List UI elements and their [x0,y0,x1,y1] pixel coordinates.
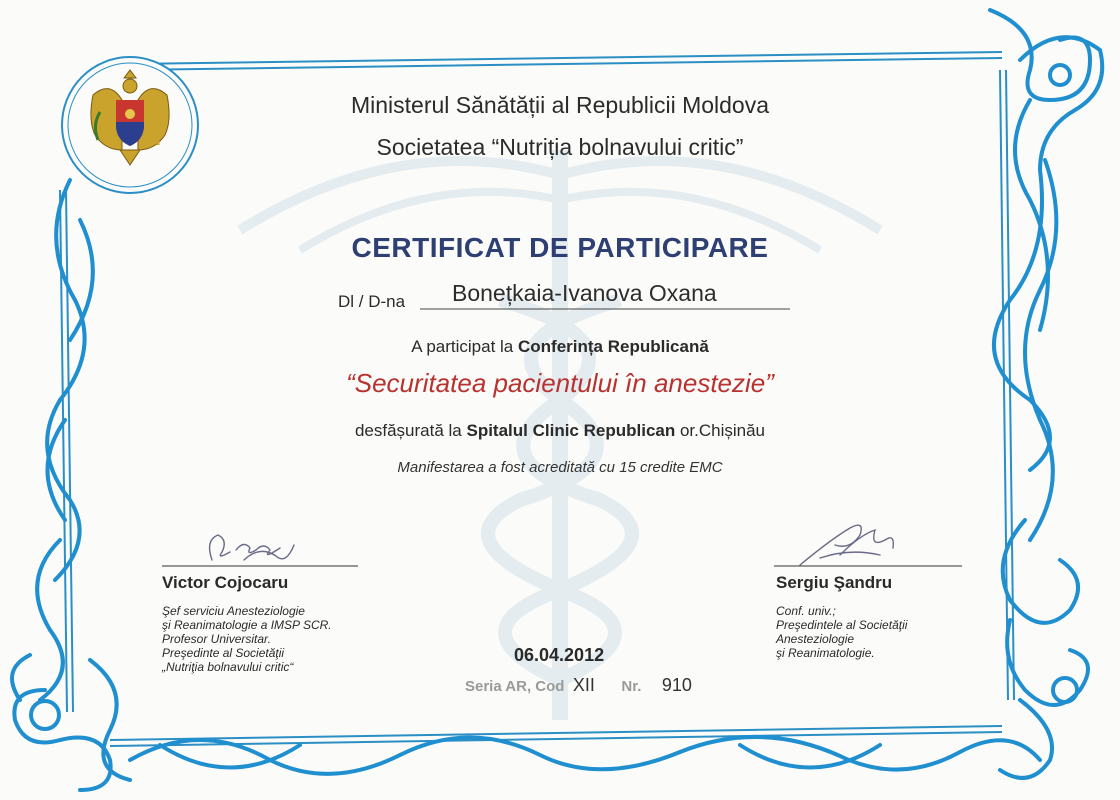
nr-value: 910 [661,675,692,695]
left-role-line: Profesor Universitar. [162,632,271,646]
society-header: Societatea “Nutriția bolnavului critic” [376,134,744,160]
series-label: Seria AR, Cod [465,678,565,695]
right-role-line: Anesteziologie [776,632,855,646]
left-role-line: şi Reanimatologie a IMSP SCR. [162,618,332,632]
code-value: XII [572,675,595,695]
right-role-line: Preşedintele al Societăţii [776,618,908,632]
right-signatory-name: Sergiu Şandru [776,573,893,592]
left-flourish-ornament [12,180,130,790]
left-signatory-name: Victor Cojocaru [162,573,289,592]
moldova-coat-of-arms-icon [62,57,198,193]
issue-date: 06.04.2012 [514,645,605,665]
accreditation-text: Manifestarea a fost acreditată cu 15 credite EMC [397,459,723,476]
right-signature-icon [800,525,893,565]
ministry-header: Ministerul Sănătății al Republicii Moldova [350,92,770,118]
certificate-title: CERTIFICAT DE PARTICIPARE [351,232,769,263]
event-title: “Securitatea pacientului în anestezie” [346,368,774,398]
left-signatory-role [162,604,332,674]
right-signatory-role [776,604,907,660]
bottom-flourish-ornament [130,737,1040,774]
participation-line [0,337,1120,357]
left-role-line: Preşedinte al Societăţii [162,646,285,660]
right-role-line: şi Reanimatologie. [776,646,875,660]
left-signature-icon [210,535,294,560]
venue-line [0,421,1120,441]
conference-type: Conferința Republicană [517,337,709,356]
venue-city: or.Chișinău [675,421,766,440]
recipient-label: Dl / D-na [338,292,406,311]
left-role-line: Şef serviciu Anesteziologie [162,604,305,618]
nr-label: Nr. [621,678,642,695]
participated-text: A participat la [411,337,518,356]
venue-name: Spitalul Clinic Republican [466,421,676,440]
right-role-line: Conf. univ.; [776,604,836,618]
recipient-name: Bonețkaia-Ivanova Oxana [452,280,717,306]
left-role-line: „Nutriţia bolnavului critic“ [162,660,294,674]
held-prefix: desfășurată la [354,421,467,440]
serial-line [465,675,692,696]
